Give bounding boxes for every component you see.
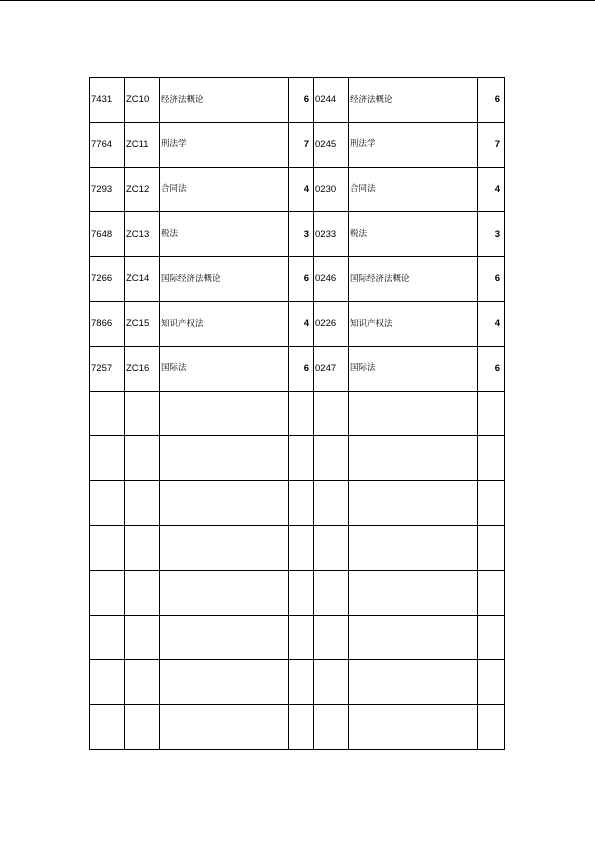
replacement-code-cell: 0245 xyxy=(314,122,349,167)
replacement-credit-cell xyxy=(478,481,505,526)
credit-cell: 3 xyxy=(289,212,314,257)
replacement-code-cell xyxy=(314,436,349,481)
course-code-cell: ZC15 xyxy=(125,301,160,346)
replacement-code-cell: 0233 xyxy=(314,212,349,257)
course-name-cell: 刑法学 xyxy=(160,122,289,167)
course-name-cell xyxy=(160,615,289,660)
replacement-name-cell: 刑法学 xyxy=(349,122,478,167)
exam-code-cell: 7648 xyxy=(90,212,125,257)
replacement-code-cell xyxy=(314,525,349,570)
replacement-name-cell: 国际法 xyxy=(349,346,478,391)
replacement-credit-cell xyxy=(478,660,505,705)
credit-cell xyxy=(289,481,314,526)
replacement-credit-cell: 6 xyxy=(478,346,505,391)
course-name-cell: 知识产权法 xyxy=(160,301,289,346)
replacement-credit-cell: 3 xyxy=(478,212,505,257)
credit-cell xyxy=(289,525,314,570)
course-table xyxy=(89,77,505,750)
table-row xyxy=(90,257,505,302)
replacement-code-cell: 0226 xyxy=(314,301,349,346)
replacement-code-cell xyxy=(314,660,349,705)
exam-code-cell: 7866 xyxy=(90,301,125,346)
course-name-cell: 经济法概论 xyxy=(160,78,289,123)
course-code-cell xyxy=(125,391,160,436)
replacement-name-cell xyxy=(349,570,478,615)
course-name-cell xyxy=(160,481,289,526)
credit-cell xyxy=(289,705,314,750)
replacement-credit-cell xyxy=(478,570,505,615)
course-code-cell xyxy=(125,525,160,570)
exam-code-cell: 7266 xyxy=(90,257,125,302)
exam-code-cell xyxy=(90,705,125,750)
replacement-code-cell xyxy=(314,481,349,526)
replacement-name-cell xyxy=(349,481,478,526)
credit-cell: 6 xyxy=(289,78,314,123)
exam-code-cell xyxy=(90,570,125,615)
credit-cell: 6 xyxy=(289,346,314,391)
exam-code-cell xyxy=(90,481,125,526)
credit-cell xyxy=(289,570,314,615)
replacement-credit-cell: 6 xyxy=(478,257,505,302)
credit-cell xyxy=(289,660,314,705)
exam-code-cell xyxy=(90,391,125,436)
replacement-credit-cell: 4 xyxy=(478,167,505,212)
credit-cell xyxy=(289,615,314,660)
course-code-cell: ZC11 xyxy=(125,122,160,167)
credit-cell xyxy=(289,436,314,481)
replacement-name-cell: 税法 xyxy=(349,212,478,257)
course-code-cell: ZC14 xyxy=(125,257,160,302)
course-code-cell xyxy=(125,481,160,526)
table-row xyxy=(90,122,505,167)
course-code-cell xyxy=(125,705,160,750)
credit-cell: 7 xyxy=(289,122,314,167)
replacement-name-cell: 合同法 xyxy=(349,167,478,212)
replacement-credit-cell xyxy=(478,525,505,570)
course-name-cell: 国际法 xyxy=(160,346,289,391)
credit-cell: 4 xyxy=(289,167,314,212)
replacement-credit-cell xyxy=(478,391,505,436)
replacement-code-cell: 0246 xyxy=(314,257,349,302)
course-name-cell xyxy=(160,660,289,705)
replacement-credit-cell xyxy=(478,705,505,750)
replacement-code-cell xyxy=(314,705,349,750)
table-row xyxy=(90,391,505,436)
table-row xyxy=(90,78,505,123)
table-body xyxy=(90,78,505,750)
course-code-cell xyxy=(125,615,160,660)
replacement-code-cell xyxy=(314,615,349,660)
course-name-cell: 合同法 xyxy=(160,167,289,212)
course-name-cell xyxy=(160,436,289,481)
course-code-cell: ZC10 xyxy=(125,78,160,123)
table-row xyxy=(90,346,505,391)
course-code-cell: ZC13 xyxy=(125,212,160,257)
replacement-credit-cell xyxy=(478,436,505,481)
course-code-cell xyxy=(125,436,160,481)
replacement-name-cell xyxy=(349,660,478,705)
table-row xyxy=(90,436,505,481)
course-code-cell: ZC12 xyxy=(125,167,160,212)
replacement-credit-cell: 7 xyxy=(478,122,505,167)
replacement-name-cell xyxy=(349,705,478,750)
replacement-credit-cell: 4 xyxy=(478,301,505,346)
table-row xyxy=(90,615,505,660)
table-row xyxy=(90,481,505,526)
exam-code-cell xyxy=(90,436,125,481)
course-name-cell xyxy=(160,705,289,750)
replacement-code-cell: 0247 xyxy=(314,346,349,391)
table-row xyxy=(90,570,505,615)
replacement-name-cell: 国际经济法概论 xyxy=(349,257,478,302)
replacement-code-cell: 0230 xyxy=(314,167,349,212)
table-row xyxy=(90,705,505,750)
credit-cell xyxy=(289,391,314,436)
course-name-cell: 国际经济法概论 xyxy=(160,257,289,302)
replacement-name-cell xyxy=(349,391,478,436)
replacement-name-cell xyxy=(349,525,478,570)
course-name-cell xyxy=(160,570,289,615)
replacement-name-cell: 知识产权法 xyxy=(349,301,478,346)
replacement-name-cell xyxy=(349,615,478,660)
course-code-cell xyxy=(125,570,160,615)
replacement-name-cell: 经济法概论 xyxy=(349,78,478,123)
course-code-cell: ZC16 xyxy=(125,346,160,391)
course-name-cell xyxy=(160,391,289,436)
table-row xyxy=(90,167,505,212)
course-code-cell xyxy=(125,660,160,705)
exam-code-cell xyxy=(90,660,125,705)
course-name-cell: 税法 xyxy=(160,212,289,257)
exam-code-cell: 7431 xyxy=(90,78,125,123)
exam-code-cell: 7764 xyxy=(90,122,125,167)
replacement-credit-cell: 6 xyxy=(478,78,505,123)
credit-cell: 6 xyxy=(289,257,314,302)
table-row xyxy=(90,525,505,570)
replacement-code-cell xyxy=(314,570,349,615)
table-row xyxy=(90,301,505,346)
course-name-cell xyxy=(160,525,289,570)
replacement-code-cell: 0244 xyxy=(314,78,349,123)
page-top-rule xyxy=(0,0,595,1)
table-row xyxy=(90,212,505,257)
exam-code-cell: 7257 xyxy=(90,346,125,391)
table-row xyxy=(90,660,505,705)
credit-cell: 4 xyxy=(289,301,314,346)
exam-code-cell xyxy=(90,525,125,570)
exam-code-cell xyxy=(90,615,125,660)
replacement-credit-cell xyxy=(478,615,505,660)
exam-code-cell: 7293 xyxy=(90,167,125,212)
replacement-name-cell xyxy=(349,436,478,481)
replacement-code-cell xyxy=(314,391,349,436)
